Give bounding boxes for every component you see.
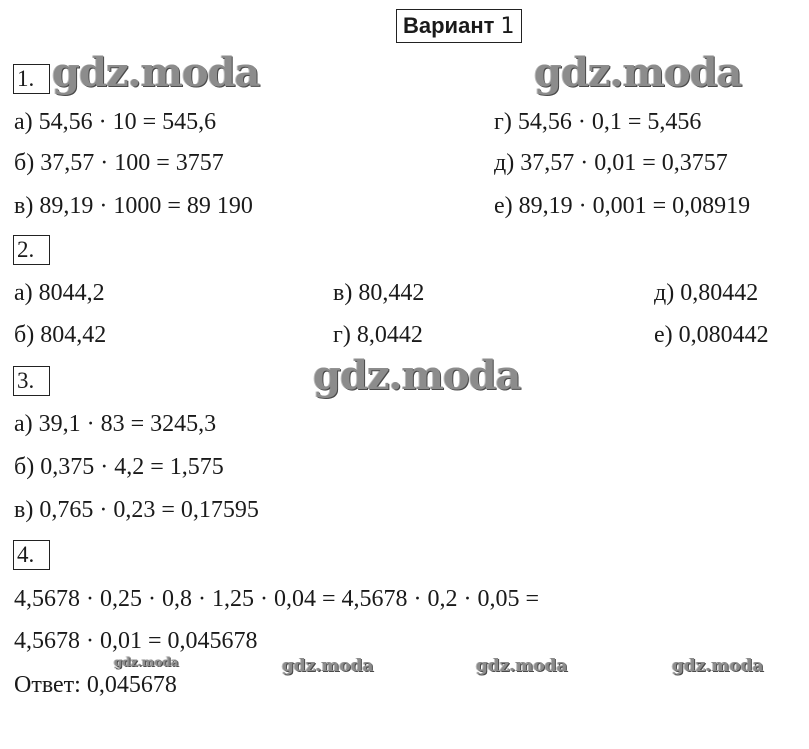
task-3-line-v: в) 0,765 · 0,23 = 0,17595: [14, 497, 259, 523]
watermark: gdz.moda: [114, 655, 179, 669]
watermark: gdz.moda: [476, 656, 568, 676]
watermark: gdz.moda: [534, 49, 742, 96]
watermark: gdz.moda: [282, 656, 374, 676]
task-2-item-b: б) 804,42: [14, 322, 107, 348]
task-2-item-g: г) 8,0442: [333, 322, 423, 348]
watermark: gdz.moda: [52, 49, 260, 96]
task-3-number: 3.: [13, 366, 50, 396]
task-1-line-d: д) 37,57 · 0,01 = 0,3757: [494, 150, 728, 176]
task-4-line-1: 4,5678 · 0,25 · 0,8 · 1,25 · 0,04 = 4,5678 · 0,2 · 0,05 =: [14, 586, 540, 612]
variant-title: [396, 9, 522, 43]
watermark: gdz.moda: [313, 352, 521, 399]
task-3-line-a: а) 39,1 · 83 = 3245,3: [14, 411, 217, 437]
task-1-line-v: в) 89,19 · 1000 = 89 190: [14, 193, 253, 219]
task-2-item-a: а) 8044,2: [14, 280, 105, 306]
task-4-line-2: 4,5678 · 0,01 = 0,045678: [14, 628, 258, 654]
variant-number: 1: [500, 14, 515, 39]
task-1-line-g: г) 54,56 · 0,1 = 5,456: [494, 109, 702, 135]
task-1-line-e: е) 89,19 · 0,001 = 0,08919: [494, 193, 751, 219]
task-2-item-v: в) 80,442: [333, 280, 425, 306]
task-4-number: 4.: [13, 540, 50, 570]
task-3-line-b: б) 0,375 · 4,2 = 1,575: [14, 454, 224, 480]
task-2-number: 2.: [13, 235, 50, 265]
task-1-line-b: б) 37,57 · 100 = 3757: [14, 150, 224, 176]
task-1-number: 1.: [13, 64, 50, 94]
variant-label: Вариант: [403, 13, 495, 38]
task-4-answer: Ответ: 0,045678: [14, 672, 177, 698]
watermark: gdz.moda: [672, 656, 764, 676]
task-2-item-e: е) 0,080442: [654, 322, 769, 348]
task-1-line-a: а) 54,56 · 10 = 545,6: [14, 109, 217, 135]
task-2-item-d: д) 0,80442: [654, 280, 759, 306]
